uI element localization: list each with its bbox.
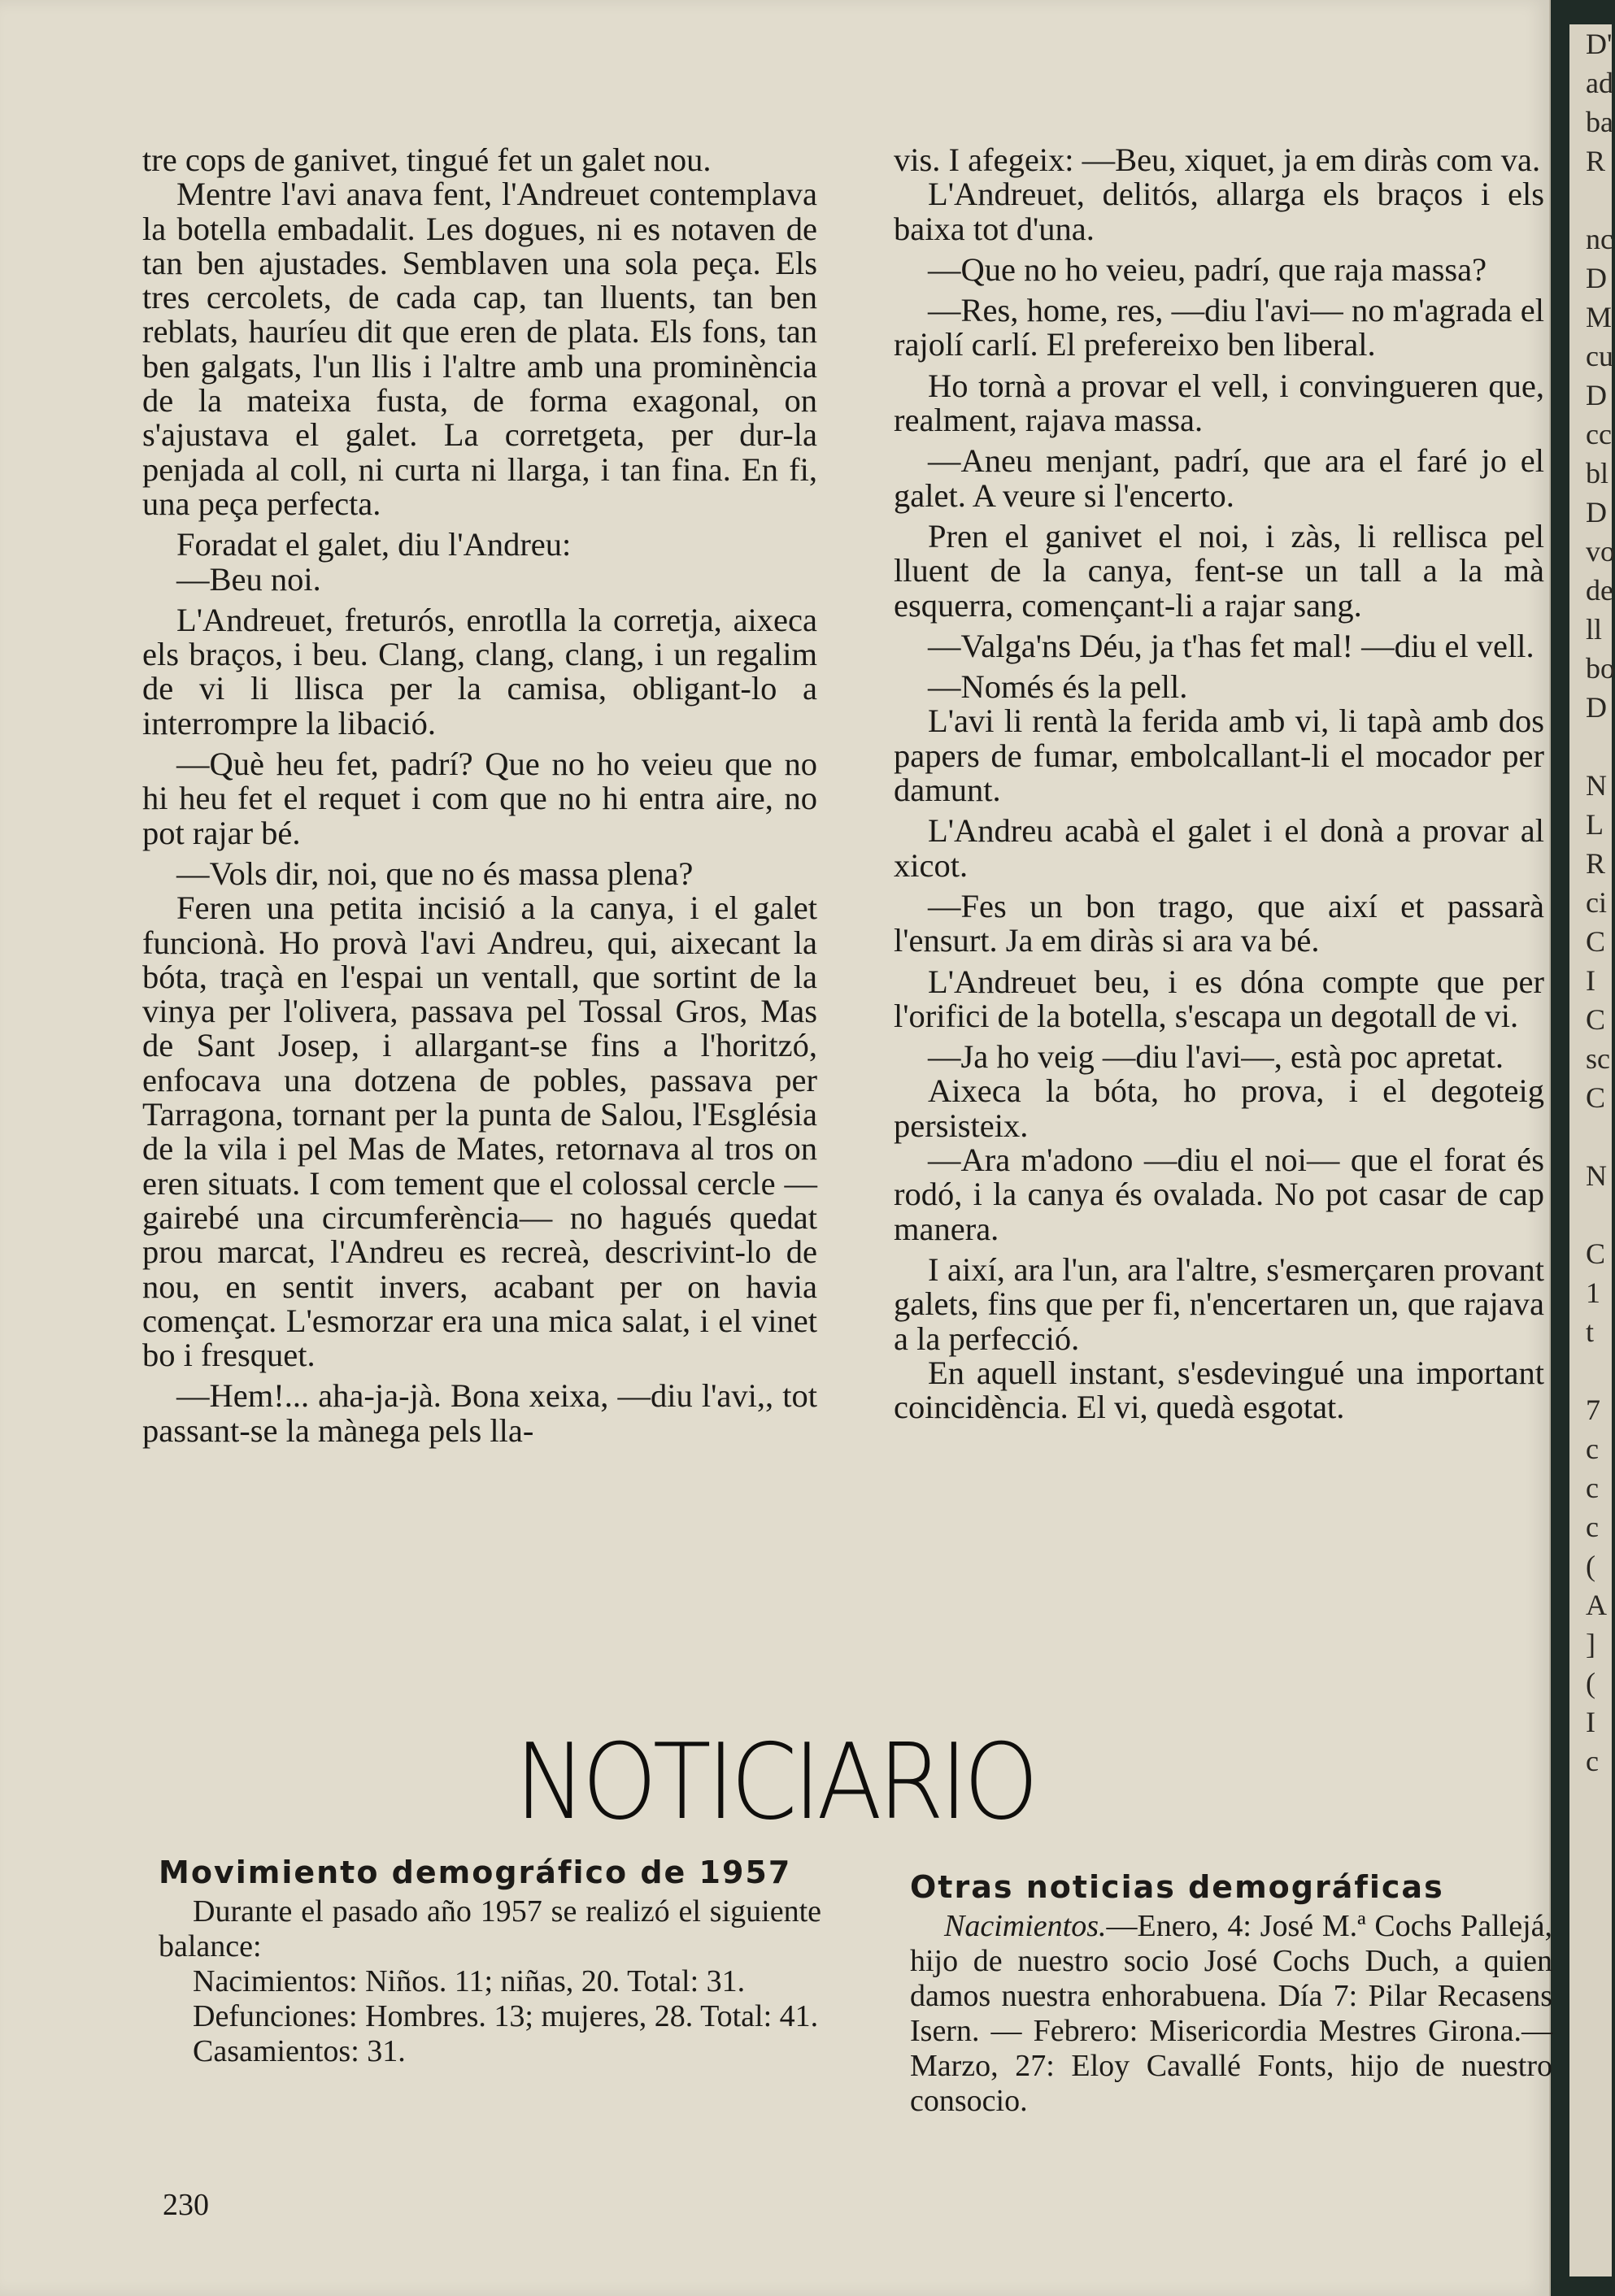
adjacent-page-fragment: R [1586,145,1606,177]
article-paragraph: L'Andreuet, freturós, enrotlla la corretja, aixeca els braços, i beu. Clang, clang, clang, i un regalim de vi li llisca per la camisa, obligant-lo a interrompre la libació. [142,601,817,741]
article-paragraph: —Res, home, res, —diu l'avi— no m'agrada el rajolí carlí. El prefereixo ben liberal. [894,292,1544,363]
article-paragraph: En aquell instant, s'esdevingué una important coincidència. El vi, quedà esgotat. [894,1354,1544,1426]
article-paragraph: Feren una petita incisió a la canya, i el galet funcionà. Ho provà l'avi Andreu, qui, aixecant la bóta, traçà en l'espai un ventall, que sortint de la vinya per l'olivera, passava pel Tossal Gros, Mas de Sant Josep, i allargant-se fins a l'horitzó, enfocava una dotzena de pobles, passava per Tarragona, tornant per la punta de Salou, l'Església de la vila i pel Mas de Mates, retornava al tros on eren situats. I com tement que el colossal cercle —gairebé una circumferència— no hagués quedat prou marcat, l'Andreu es recreà, descrivint-lo de nou, en sentit invers, acabant per on havia començat. L'esmorzar era una mica salat, i el vinet bo i fresquet. [142,889,817,1374]
adjacent-page-fragment: ad [1586,67,1613,99]
adjacent-page-fragment: cc [1586,418,1612,450]
adjacent-page-fragment: C [1586,1081,1606,1114]
article-paragraph: —Només és la pell. [928,668,1188,706]
adjacent-page-fragment: sc [1586,1042,1610,1075]
article-paragraph: —Valga'ns Déu, ja t'has fet mal! —diu el vell. [928,627,1534,664]
article-left-column [142,143,817,1448]
article-paragraph: —Ara m'adono —diu el noi— que el forat és rodó, i la canya és ovalada. No pot casar de cap manera. [894,1141,1544,1247]
adjacent-page-fragment: D' [1586,28,1613,60]
adjacent-page-fragment: N [1586,769,1607,802]
news-paragraph: Durante el pasado año 1957 se realizó el siguiente balance: [159,1894,821,1963]
news-lead-italic: Nacimientos. [944,1909,1107,1943]
article-paragraph: —Vols dir, noi, que no és massa plena? [176,854,694,892]
adjacent-page-fragment [1569,180,1612,220]
adjacent-page-fragment: A [1586,1589,1607,1621]
adjacent-page-edge [1569,24,1615,2276]
article-paragraph: —Hem!... aha-ja-jà. Bona xeixa, —diu l'avi,, tot passant-se la mànega pels lla- [142,1377,817,1449]
article-paragraph: —Què heu fet, padrí? Que no ho veieu que no hi heu fet el requet i com que no hi entra aire, no pot rajar bé. [142,746,817,851]
adjacent-page-fragment: ( [1586,1550,1595,1582]
article-paragraph: —Fes un bon trago, que així et passarà l'ensurt. Ja em diràs si ara va bé. [894,887,1544,959]
adjacent-page-fragment: 1 [1586,1276,1600,1309]
adjacent-page-fragment: ( [1586,1667,1595,1699]
news-heading: Movimiento demográfico de 1957 [159,1855,792,1890]
adjacent-page-fragment: C [1586,1003,1606,1036]
article-paragraph: Aixeca la bóta, ho prova, i el degoteig persisteix. [894,1072,1544,1144]
news-text: —Enero, 4: José M.ª Cochs Pallejá, hijo de nuestro socio José Cochs Duch, a quien damos nuestra enhorabuena. Día 7: Pilar Recasens Isern. — Febrero: Misericordia Mestres Girona.—Marzo, 27: Eloy Cavallé Fonts, hijo de nuestro consocio. [910,1909,1552,2118]
article-paragraph: Mentre l'avi anava fent, l'Andreuet contemplava la botella embadalit. Les dogues, ni es notaven de tan ben ajustades. Semblaven una sola peça. Els tres cercolets, de cada cap, tan lluents, tan ben reblats, hauríeu dit que eren de plata. Els fons, tan ben galgats, l'un llis i l'altre amb una prominència de la mateixa fusta, de forma exagonal, on s'ajustava el galet. La corretgeta, per dur-la penjada al coll, ni curta ni llarga, i tan fina. En fi, una peça perfecta. [142,176,817,522]
adjacent-page-fragment [1569,1351,1612,1390]
article-paragraph: L'Andreuet beu, i es dóna compte que per l'orifici de la botella, s'escapa un degotall de vi. [894,963,1544,1034]
adjacent-page-fragment: N [1586,1159,1607,1192]
article-paragraph: L'avi li rentà la ferida amb vi, li tapà amb dos papers de fumar, embolcallant-li el mocador per damunt. [894,702,1544,809]
adjacent-page-fragment: vo [1586,535,1615,567]
article-paragraph: —Que no ho veieu, padrí, que raja massa? [928,250,1487,288]
adjacent-page-fragment: D [1586,691,1607,724]
adjacent-page-fragment: c [1586,1433,1599,1465]
adjacent-page-fragment: c [1586,1745,1599,1777]
adjacent-page-fragment [1569,727,1612,766]
adjacent-page-fragment: bl [1586,457,1609,489]
adjacent-page-fragment: I [1586,964,1595,997]
adjacent-page-fragment: nc [1586,223,1613,255]
news-block-other-news [910,1868,1552,2119]
article-paragraph: —Beu noi. [176,560,321,598]
article-paragraph: —Aneu menjant, padrí, que ara el faré jo el galet. A veure si l'encerto. [894,442,1544,514]
adjacent-page-fragment: C [1586,925,1606,958]
adjacent-page-fragment: ] [1586,1628,1595,1660]
article-paragraph: L'Andreu acabà el galet i el donà a provar al xicot. [894,812,1544,884]
news-paragraph: Casamientos: 31. [193,2034,406,2068]
article-paragraph: tre cops de ganivet, tingué fet un galet nou. [142,141,712,178]
news-paragraph: Nacimientos: Niños. 11; niñas, 20. Total: 31. [193,1964,746,1998]
adjacent-page-fragment: ll [1586,613,1603,646]
news-heading: Otras noticias demográficas [910,1869,1444,1905]
article-paragraph: L'Andreuet, delitós, allarga els braços i els baixa tot d'una. [894,176,1544,247]
adjacent-page-fragment: t [1586,1315,1595,1348]
adjacent-page-fragment: ci [1586,886,1607,919]
news-paragraph: Defunciones: Hombres. 13; mujeres, 28. Total: 41. [193,1999,819,2033]
page-number: 230 [163,2188,209,2222]
article-paragraph: I així, ara l'un, ara l'altre, s'esmerçaren provant galets, fins que per fi, n'encertaren un, que rajava a la perfecció. [894,1250,1544,1357]
adjacent-page-fragment: I [1586,1706,1595,1738]
adjacent-page-fragment: de [1586,574,1613,607]
article-paragraph: Ho tornà a provar el vell, i convingueren que, realment, rajava massa. [894,367,1544,439]
adjacent-page-fragment [1569,1117,1612,1156]
adjacent-page-fragment: C [1586,1237,1606,1270]
adjacent-page-fragment: L [1586,808,1604,841]
adjacent-page-fragment: bo [1586,652,1615,685]
news-block-demographic-movement [159,1854,821,2069]
adjacent-page-fragment: D [1586,262,1607,294]
adjacent-page-fragment: M [1586,301,1613,333]
adjacent-page-fragment: 7 [1586,1394,1600,1426]
article-paragraph: Pren el ganivet el noi, i zàs, li rellisca pel lluent de la canya, fent-se un tall a la mà esquerra, començant-li a rajar sang. [894,517,1544,624]
adjacent-page-fragment: D [1586,379,1607,411]
article-paragraph: —Ja ho veig —diu l'avi—, està poc apretat. [928,1038,1504,1076]
adjacent-page-fragment: c [1586,1472,1599,1504]
news-paragraph [910,1909,1552,2119]
adjacent-page-fragment: ba [1586,106,1613,138]
adjacent-page-fragment: D [1586,496,1607,528]
adjacent-page-fragment: R [1586,847,1606,880]
adjacent-page-fragment [1569,1195,1612,1234]
adjacent-page-fragment: c [1586,1511,1599,1543]
section-title: NOTICIARIO [515,1722,1034,1843]
article-paragraph: Foradat el galet, diu l'Andreu: [176,526,572,563]
article-right-column [894,143,1544,1424]
adjacent-page-fragment: cu [1586,340,1613,372]
article-paragraph: vis. I afegeix: —Beu, xiquet, ja em diràs com va. [894,141,1541,178]
